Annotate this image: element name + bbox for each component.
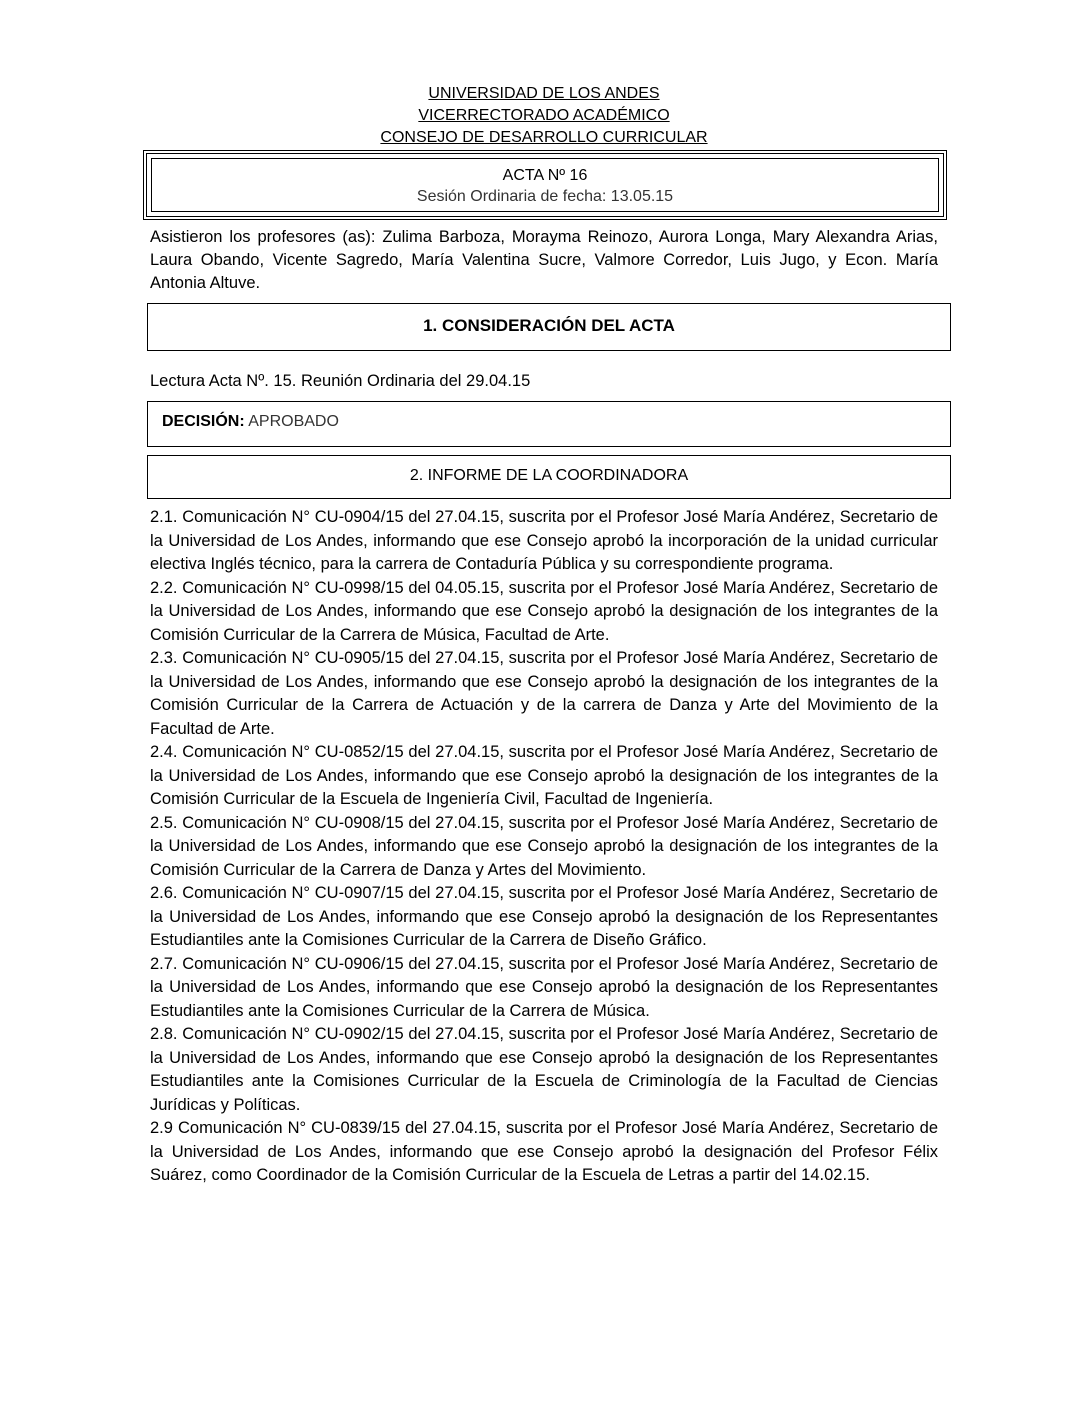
acta-box <box>143 150 947 220</box>
session-date: Sesión Ordinaria de fecha: 13.05.15 <box>416 188 674 205</box>
report-item <box>150 1023 938 1117</box>
item-number: 2.7. <box>150 954 178 973</box>
decision-value: APROBADO <box>244 413 339 430</box>
item-number: 2.2. <box>150 578 178 597</box>
item-number: 2.9 <box>150 1119 173 1137</box>
item-text: Comunicación N° CU-0902/15 del 27.04.15, suscrita por el Profesor José María Andérez, Secretario de la Universidad de Los Andes, informando que ese Consejo aprobó la designación de los Representantes Estudiantiles ante la Comisiones Curricular de la Escuela de Criminología de la Facultad de Ciencias Jurídicas y Políticas. <box>150 1025 938 1114</box>
item-number: 2.5. <box>150 813 178 832</box>
report-items <box>150 506 938 1188</box>
item-text: Comunicación N° CU-0904/15 del 27.04.15, suscrita por el Profesor José María Andérez, Secretario de la Universidad de Los Andes, informando que ese Consejo aprobó la incorporación de la unidad curricular electiva Inglés técnico, para la carrera de Contaduría Pública y su correspondiente programa. <box>150 508 938 573</box>
document-header <box>0 83 1088 149</box>
item-text: Comunicación N° CU-0998/15 del 04.05.15, suscrita por el Profesor José María Andérez, Secretario de la Universidad de Los Andes, informando que ese Consejo aprobó la designación de los integrantes de la Comisión Curricular de la Carrera de Música, Facultad de Arte. <box>150 578 938 644</box>
item-text: Comunicación N° CU-0907/15 del 27.04.15, suscrita por el Profesor José María Andérez, Secretario de la Universidad de Los Andes, informando que ese Consejo aprobó la designación de los Representantes Estudiantiles ante la Comisiones Curricular de la Carrera de Diseño Gráfico. <box>150 884 938 949</box>
report-item <box>150 812 938 883</box>
item-text: Comunicación N° CU-0908/15 del 27.04.15, suscrita por el Profesor José María Andérez, Secretario de la Universidad de Los Andes, informando que ese Consejo aprobó la designación de los integrantes de la Comisión Curricular de la Carrera de Danza y Artes del Movimiento. <box>150 813 938 879</box>
item-text: Comunicación N° CU-0852/15 del 27.04.15, suscrita por el Profesor José María Andérez, Secretario de la Universidad de Los Andes, informando que ese Consejo aprobó la designación de los integrantes de la Comisión Curricular de la Escuela de Ingeniería Civil, Facultad de Ingeniería. <box>150 743 938 808</box>
report-item <box>150 953 938 1024</box>
section-2-heading: 2. INFORME DE LA COORDINADORA <box>147 455 951 499</box>
report-item <box>150 741 938 812</box>
item-number: 2.6. <box>150 884 178 902</box>
report-item <box>150 577 938 648</box>
university-name: UNIVERSIDAD DE LOS ANDES <box>428 85 660 102</box>
report-item <box>150 506 938 577</box>
item-number: 2.3. <box>150 649 178 667</box>
acta-reading: Lectura Acta Nº. 15. Reunión Ordinaria del 29.04.15 <box>150 372 531 390</box>
item-text: Comunicación N° CU-0839/15 del 27.04.15, suscrita por el Profesor José María Andérez, Secretario de la Universidad de Los Andes, informando que ese Consejo aprobó la designación del Profesor Félix Suárez, como Coordinador de la Comisión Curricular de la Escuela de Letras a partir del 14.02.15. <box>150 1119 938 1184</box>
report-item <box>150 1117 938 1188</box>
item-number: 2.4. <box>150 743 178 761</box>
item-text: Comunicación N° CU-0905/15 del 27.04.15, suscrita por el Profesor José María Andérez, Secretario de la Universidad de Los Andes, informando que ese Consejo aprobó la designación de los integrantes de la Comisión Curricular de la Carrera de Actuación y de la carrera de Danza y Arte del Movimiento de la Facultad de Arte. <box>150 649 938 738</box>
item-number: 2.1. <box>150 508 178 526</box>
section-1-heading: 1. CONSIDERACIÓN DEL ACTA <box>147 303 951 351</box>
acta-title: ACTA Nº 16 <box>502 167 588 184</box>
report-item <box>150 647 938 741</box>
vicerrectorado-name: VICERRECTORADO ACADÉMICO <box>418 107 670 124</box>
item-number: 2.8. <box>150 1025 178 1043</box>
attendance-paragraph: Asistieron los profesores (as): Zulima Barboza, Morayma Reinozo, Aurora Longa, Mary Alexandra Arias, Laura Obando, Vicente Sagredo, María Valentina Sucre, Valmore Corredor, Luis Jugo, y Econ. María Antonia Altuve. <box>150 228 938 292</box>
report-item <box>150 882 938 953</box>
decision-box <box>147 401 951 447</box>
decision-label: DECISIÓN: <box>162 413 245 430</box>
council-name: CONSEJO DE DESARROLLO CURRICULAR <box>380 129 708 146</box>
item-text: Comunicación N° CU-0906/15 del 27.04.15, suscrita por el Profesor José María Andérez, Secretario de la Universidad de Los Andes, informando que ese Consejo aprobó la designación de los Representantes Estudiantiles ante la Comisiones Curricular de la Carrera de Música. <box>150 954 938 1020</box>
